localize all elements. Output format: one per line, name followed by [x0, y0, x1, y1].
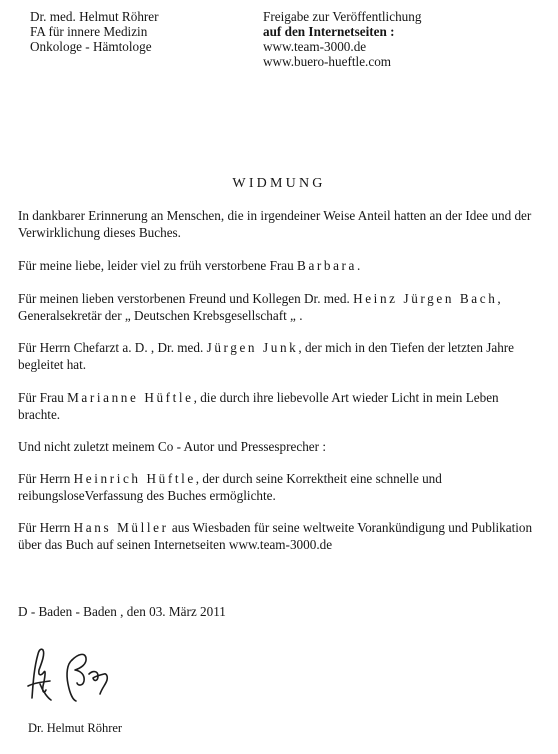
- dedication-text: .: [356, 258, 361, 273]
- dedication-marianne: [18, 390, 538, 423]
- handwritten-signature: [18, 640, 158, 706]
- sender-specialty: Onkologe - Hämtologe: [30, 39, 152, 54]
- dedication-text: , der durch seine Korrektheit eine schnelle und reibungsloseVerfassung des Buches ermöglichte.: [18, 471, 442, 503]
- coauthor-line: Und nicht zuletzt meinem Co - Autor und Pressesprecher :: [18, 439, 326, 454]
- intro-paragraph: In dankbarer Erinnerung an Menschen, die in irgendeiner Weise Anteil hatten an der Idee und der Verwirklichung dieses Buches.: [18, 208, 532, 240]
- release-block: [263, 9, 421, 69]
- release-url-team: www.team-3000.de: [263, 39, 367, 54]
- place-date: D - Baden - Baden , den 03. März 2011: [18, 604, 226, 619]
- dedication-text: Für meine liebe, leider viel zu früh verstorbene Frau: [18, 258, 298, 273]
- dedication-mueller: [18, 520, 538, 553]
- dedication-name: Hans Müller: [73, 520, 169, 535]
- dedication-text: Für Frau: [18, 390, 68, 405]
- dedication-text: Für Herrn: [18, 471, 74, 486]
- release-url-buero: www.buero-hueftle.com: [263, 54, 392, 69]
- sender-name: Dr. med. Helmut Röhrer: [30, 9, 159, 24]
- page-title: WIDMUNG: [232, 176, 326, 191]
- dedication-text: , Generalsekretär der „ Deutschen Krebsgesellschaft „ .: [18, 291, 501, 323]
- sender-block: [30, 9, 159, 54]
- dedication-text: , die durch ihre liebevolle Art wieder Licht in mein Leben brachte.: [18, 390, 499, 422]
- dedication-bach: [18, 291, 538, 324]
- dedication-text: Für Herrn: [18, 520, 74, 535]
- dedication-text: Für meinen lieben verstorbenen Freund und Kollegen Dr. med.: [18, 291, 354, 306]
- dedication-name: Heinz Jürgen Bach: [353, 291, 498, 306]
- signer-name: Dr. Helmut Röhrer: [28, 721, 123, 735]
- dedication-text: aus Wiesbaden für seine weltweite Vorankündigung und Publikation über das Buch auf seinen Internetseiten www.team-3000.de: [18, 520, 533, 552]
- dedication-name: Jürgen Junk: [206, 340, 299, 355]
- signature-drawing: [18, 640, 158, 706]
- dedication-barbara: [18, 258, 538, 275]
- sender-title: FA für innere Medizin: [30, 24, 148, 39]
- dedication-text: , der mich in den Tiefen der letzten Jahre begleitet hat.: [18, 340, 515, 372]
- dedication-name: Marianne Hüftle: [67, 390, 194, 405]
- dedication-name: Heinrich Hüftle: [73, 471, 196, 486]
- release-subheading: auf den Internetseiten :: [263, 24, 395, 39]
- dedication-junk: [18, 340, 538, 373]
- release-heading: Freigabe zur Veröffentlichung: [263, 9, 422, 24]
- dedication-text: Für Herrn Chefarzt a. D. , Dr. med.: [18, 340, 207, 355]
- dedication-heinrich: [18, 471, 538, 504]
- dedication-name: Barbara: [297, 258, 357, 273]
